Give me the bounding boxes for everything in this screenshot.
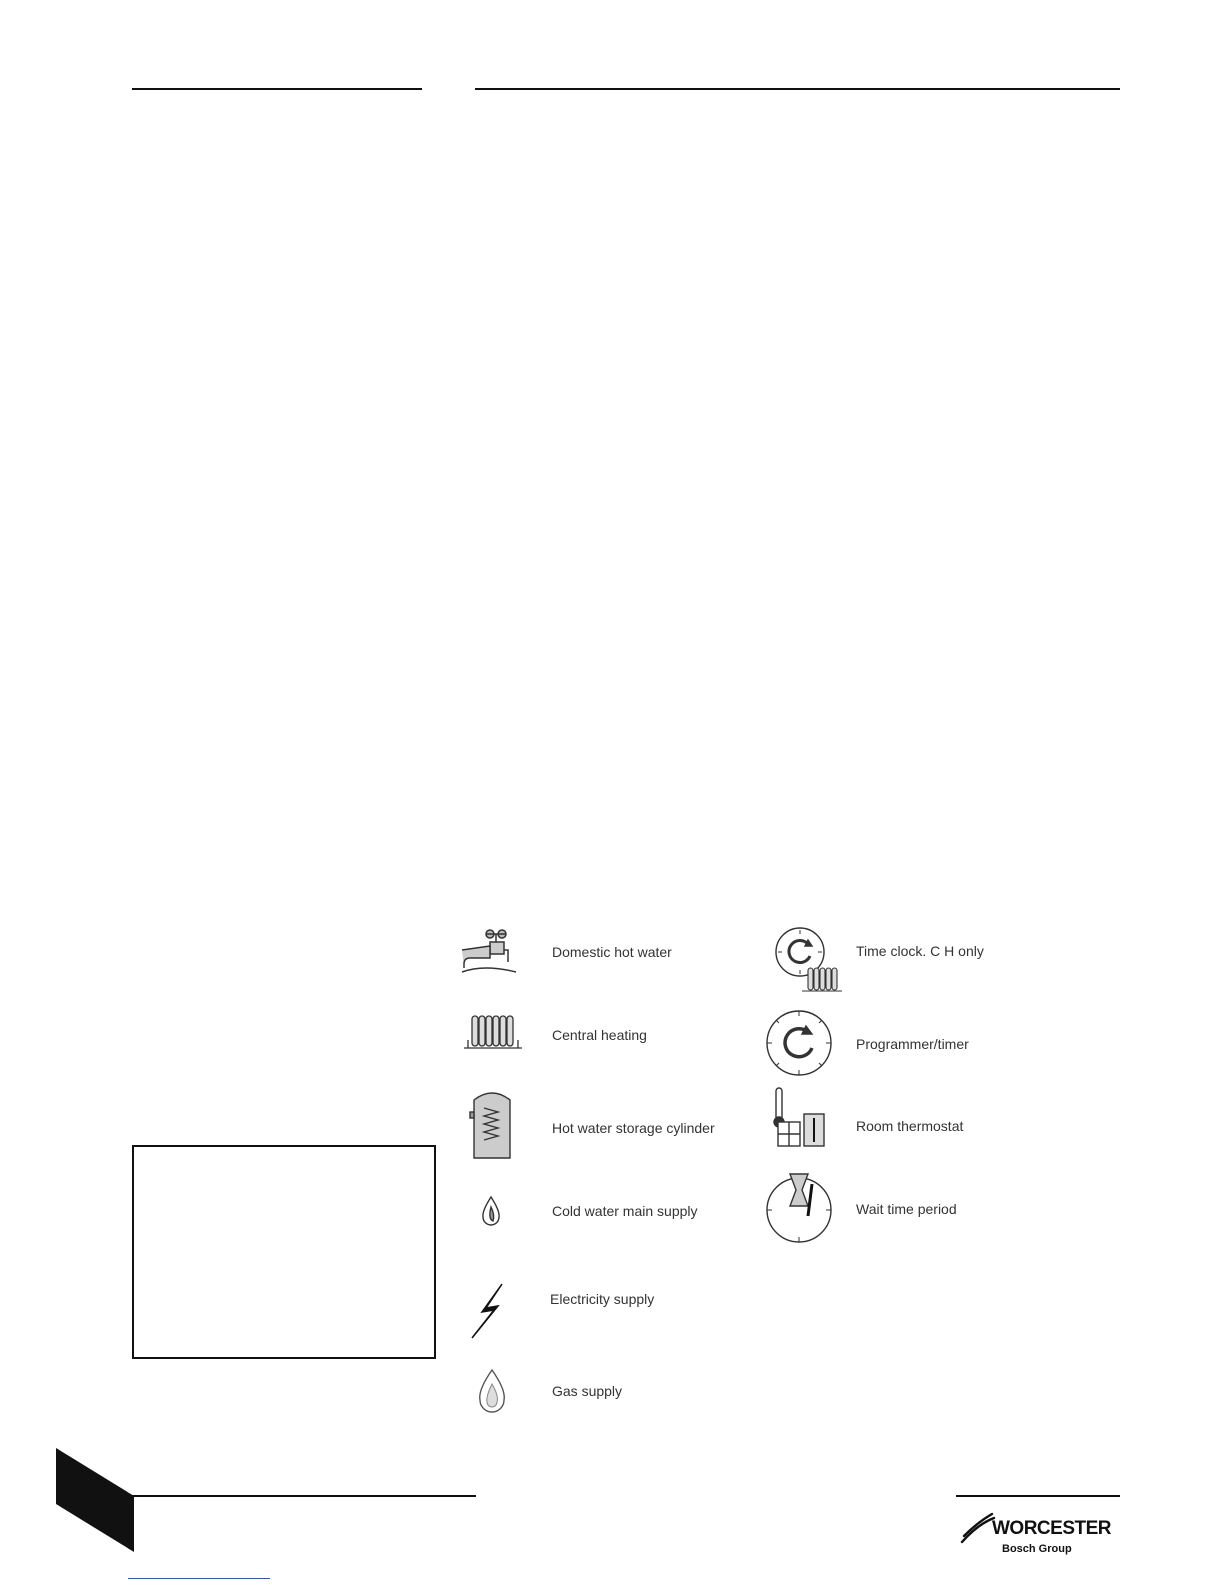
footer-rule-right bbox=[956, 1495, 1120, 1497]
legend-label-gas-supply: Gas supply bbox=[552, 1383, 623, 1399]
legend-label-domestic-hot-water: Domestic hot water bbox=[552, 944, 672, 960]
legend-label-electricity: Electricity supply bbox=[550, 1291, 655, 1307]
header-rule-left bbox=[132, 88, 422, 90]
bottom-link-underline bbox=[128, 1578, 270, 1579]
wait-time-icon bbox=[764, 1170, 834, 1244]
legend-label-programmer: Programmer/timer bbox=[856, 1036, 969, 1052]
legend-label-room-thermostat: Room thermostat bbox=[856, 1118, 964, 1134]
note-box bbox=[132, 1145, 436, 1359]
gas-flame-icon bbox=[476, 1368, 508, 1414]
tap-icon bbox=[460, 928, 520, 978]
footer-rule-left bbox=[132, 1495, 476, 1497]
legend-label-time-clock: Time clock. C H only bbox=[856, 943, 984, 959]
brand-subtitle: Bosch Group bbox=[1002, 1543, 1072, 1555]
legend-label-hot-water-cylinder: Hot water storage cylinder bbox=[552, 1120, 715, 1136]
brand-name: WORCESTER bbox=[992, 1518, 1111, 1539]
worcester-swoosh-icon bbox=[960, 1512, 996, 1548]
water-drop-icon bbox=[480, 1195, 502, 1229]
programmer-icon bbox=[764, 1008, 834, 1078]
legend-label-central-heating: Central heating bbox=[552, 1027, 647, 1043]
radiator-icon bbox=[462, 1012, 524, 1052]
time-clock-icon bbox=[772, 926, 844, 994]
header-rule-right bbox=[475, 88, 1120, 90]
legend-label-wait-time: Wait time period bbox=[856, 1201, 957, 1217]
legend-label-cold-water: Cold water main supply bbox=[552, 1203, 698, 1219]
page-tab-marker bbox=[56, 1448, 134, 1552]
room-thermostat-icon bbox=[770, 1086, 830, 1154]
cylinder-icon bbox=[468, 1088, 516, 1162]
lightning-icon bbox=[468, 1282, 516, 1340]
worcester-logo bbox=[960, 1510, 1120, 1570]
